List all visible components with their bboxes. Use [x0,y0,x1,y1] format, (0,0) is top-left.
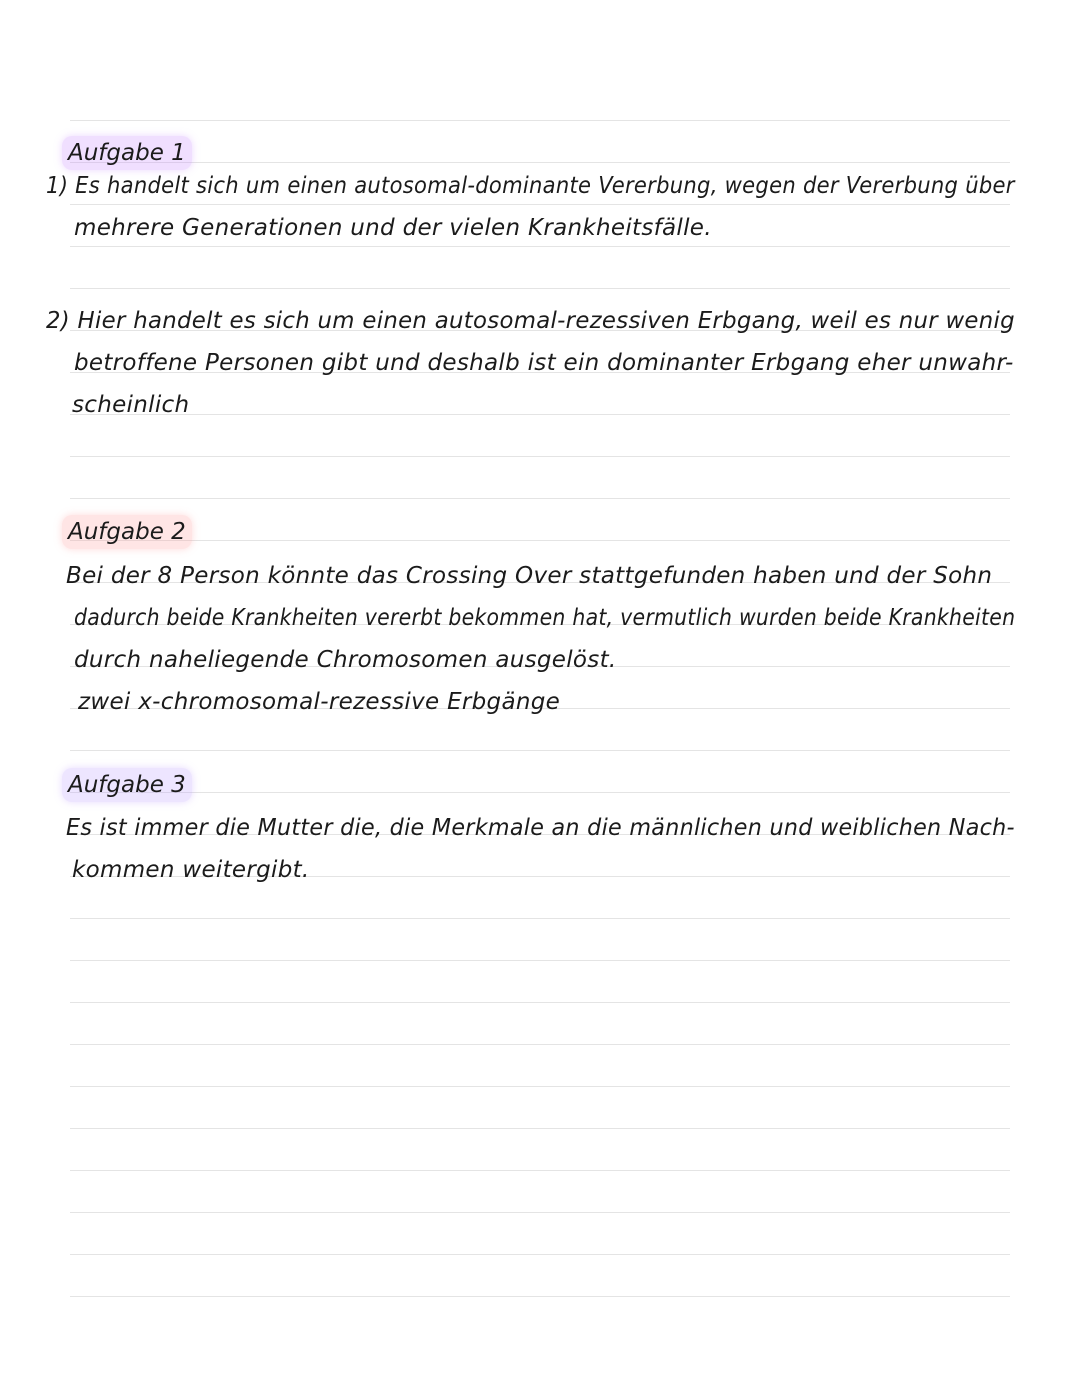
ruled-line [70,918,1010,919]
ruled-line [70,960,1010,961]
aufgabe-1-heading: Aufgabe 1 [62,136,192,170]
ruled-line [70,1170,1010,1171]
ruled-line [70,1086,1010,1087]
aufgabe-1-answer-1-line-1: 1) Es handelt sich um einen autosomal-dominante Vererbung, wegen der Vererbung über [46,173,1015,199]
ruled-line [70,456,1010,457]
ruled-line [70,162,1010,163]
ruled-line [70,120,1010,121]
ruled-line [70,1212,1010,1213]
aufgabe-2-line-1: Bei der 8 Person könnte das Crossing Over stattgefunden haben und der Sohn [66,563,993,589]
ruled-line [70,1296,1010,1297]
ruled-line [70,498,1010,499]
aufgabe-2-line-3: durch naheliegende Chromosomen ausgelöst. [74,647,617,673]
ruled-line [70,1254,1010,1255]
aufgabe-2-line-4: zwei x-chromosomal-rezessive Erbgänge [78,689,561,715]
aufgabe-1-answer-2-line-2: betroffene Personen gibt und deshalb ist ein dominanter Erbgang eher unwahr- [74,350,1014,376]
aufgabe-1-answer-2-line-1: 2) Hier handelt es sich um einen autosomal-rezessiven Erbgang, weil es nur wenig [46,308,1015,334]
aufgabe-1-answer-2-line-3: scheinlich [72,392,190,418]
aufgabe-3-heading: Aufgabe 3 [62,768,192,802]
ruled-line [70,792,1010,793]
ruled-line [70,540,1010,541]
ruled-line [70,1002,1010,1003]
aufgabe-1-answer-1-line-2: mehrere Generationen und der vielen Krankheitsfälle. [74,215,712,241]
aufgabe-3-line-1: Es ist immer die Mutter die, die Merkmale an die männlichen und weiblichen Nach- [66,815,1015,841]
aufgabe-2-line-2: dadurch beide Krankheiten vererbt bekommen hat, vermutlich wurden beide Krankheiten [74,605,1016,631]
ruled-line [70,1128,1010,1129]
ruled-line [70,1044,1010,1045]
aufgabe-3-line-2: kommen weitergibt. [72,857,310,883]
ruled-line [70,288,1010,289]
aufgabe-2-heading: Aufgabe 2 [62,515,192,549]
ruled-line [70,750,1010,751]
ruled-line [70,414,1010,415]
